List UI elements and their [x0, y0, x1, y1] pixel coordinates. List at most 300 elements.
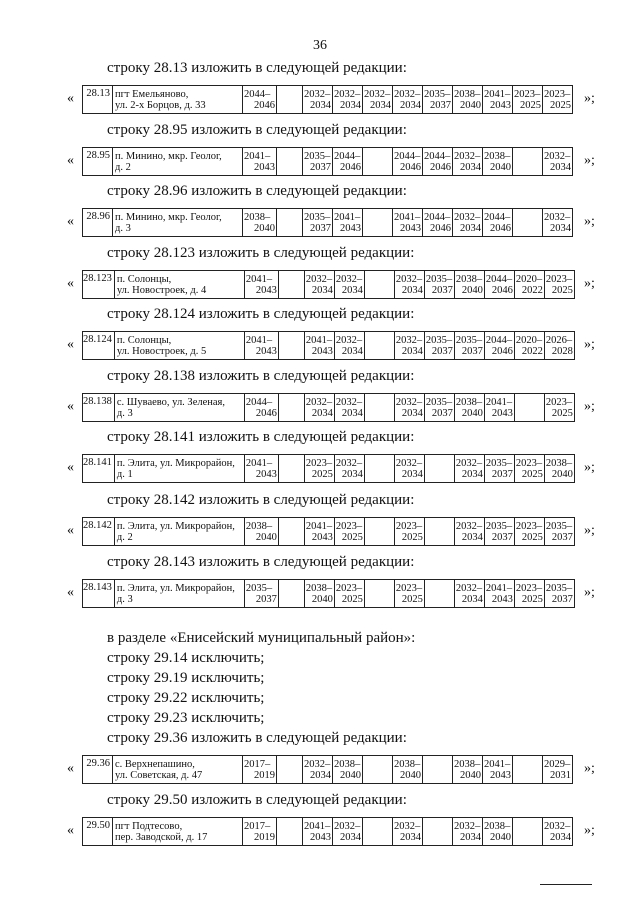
year-start: 2023–: [544, 88, 571, 100]
year-range-cell: [304, 580, 334, 608]
year-range-cell: [513, 209, 543, 237]
year-start: 2038–: [334, 758, 361, 770]
row-number: 28.143: [83, 580, 115, 608]
year-range-cell: [423, 818, 453, 846]
year-range-cell: [514, 455, 544, 483]
quote-open: «: [67, 153, 74, 168]
year-range-cell: [394, 332, 424, 360]
year-end: 2019: [254, 769, 275, 781]
year-range-cell: [393, 209, 423, 237]
year-start: 2041–: [485, 582, 513, 594]
year-start: 2044–: [334, 150, 361, 162]
year-end: 2034: [341, 345, 363, 357]
year-end: 2037: [551, 593, 573, 605]
year-end: 2043: [311, 345, 333, 357]
year-range-cell: [303, 86, 333, 114]
address-cell: [113, 818, 243, 846]
year-start: 2038–: [305, 582, 333, 594]
row-number: 28.96: [83, 209, 113, 237]
quote-close: »;: [584, 523, 595, 538]
year-start: 2041–: [484, 88, 511, 100]
year-start: 2023–: [515, 457, 543, 469]
year-start: 2044–: [244, 88, 271, 100]
quote-close: »;: [584, 460, 595, 475]
year-range-cell: [244, 455, 278, 483]
year-end: 2046: [255, 407, 277, 419]
address-line-1: с. Шуваево, ул. Зеленая,: [116, 396, 225, 408]
year-end: 2040: [400, 769, 421, 781]
year-range-cell: [333, 86, 363, 114]
amendment-row-table: [82, 817, 573, 846]
address-line-1: п. Элита, ул. Микрорайон,: [116, 520, 235, 532]
year-start: 2035–: [304, 211, 331, 223]
year-range-cell: [423, 756, 453, 784]
year-end: 2046: [491, 345, 513, 357]
year-start: 2038–: [244, 211, 271, 223]
year-range-cell: [483, 86, 513, 114]
year-start: 2038–: [454, 88, 481, 100]
address-cell: [114, 271, 244, 299]
year-end: 2037: [430, 99, 451, 111]
year-range-cell: [454, 394, 484, 422]
year-end: 2025: [341, 593, 363, 605]
year-range-cell: [453, 818, 483, 846]
year-start: 2035–: [425, 396, 453, 408]
year-end: 2043: [254, 161, 275, 173]
year-range-cell: [303, 756, 333, 784]
year-range-cell: [544, 518, 574, 546]
amendment-row-table: [82, 331, 575, 360]
year-range-cell: [544, 394, 574, 422]
quote-open: «: [67, 399, 74, 414]
year-start: 2032–: [334, 88, 361, 100]
year-range-cell: [513, 86, 543, 114]
address-line-2: ул. Новостроек, д. 5: [116, 345, 207, 357]
year-range-cell: [394, 580, 424, 608]
year-end: 2034: [340, 831, 361, 843]
year-start: 2038–: [484, 150, 511, 162]
year-start: 2032–: [544, 150, 571, 162]
year-range-cell: [483, 818, 513, 846]
row-number: 28.95: [83, 148, 113, 176]
address-cell: [114, 518, 244, 546]
year-start: 2029–: [544, 758, 571, 770]
year-end: 2043: [255, 284, 277, 296]
year-start: 2020–: [515, 334, 543, 346]
year-range-cell: [364, 394, 394, 422]
year-start: 2041–: [484, 758, 511, 770]
page-number: 36: [313, 38, 327, 53]
year-start: 2020–: [515, 273, 543, 285]
year-end: 2034: [310, 99, 331, 111]
year-end: 2040: [490, 831, 511, 843]
quote-open: «: [67, 214, 74, 229]
year-start: 2035–: [425, 273, 453, 285]
section-heading: строку 28.96 изложить в следующей редакции:: [107, 183, 407, 199]
year-start: 2032–: [364, 88, 391, 100]
quote-open: «: [67, 523, 74, 538]
row-number: 28.123: [83, 271, 115, 299]
year-start: 2041–: [244, 150, 271, 162]
year-start: 2032–: [455, 457, 483, 469]
address-cell: [114, 332, 244, 360]
year-range-cell: [334, 580, 364, 608]
year-range-cell: [424, 394, 454, 422]
instruction-line: в разделе «Енисейский муниципальный район»:: [107, 630, 416, 646]
year-start: 2041–: [394, 211, 421, 223]
amendment-row-table: [82, 208, 573, 237]
year-range-cell: [244, 518, 278, 546]
year-range-cell: [333, 818, 363, 846]
year-range-cell: [334, 518, 364, 546]
year-range-cell: [333, 209, 363, 237]
quote-close: »;: [584, 153, 595, 168]
year-range-cell: [393, 756, 423, 784]
address-line-2: д. 1: [116, 468, 133, 480]
year-end: 2046: [430, 161, 451, 173]
year-end: 2028: [551, 345, 573, 357]
year-range-cell: [423, 209, 453, 237]
year-start: 2038–: [245, 520, 273, 532]
year-range-cell: [543, 148, 573, 176]
row-number: 28.142: [83, 518, 115, 546]
address-line-1: п. Минино, мкр. Геолог,: [115, 150, 222, 162]
year-range-cell: [514, 580, 544, 608]
year-end: 2037: [491, 468, 513, 480]
year-range-cell: [394, 271, 424, 299]
year-start: 2032–: [394, 88, 421, 100]
year-range-cell: [514, 518, 544, 546]
year-end: 2034: [341, 407, 363, 419]
year-end: 2025: [341, 531, 363, 543]
year-end: 2019: [254, 831, 275, 843]
year-range-cell: [424, 455, 454, 483]
address-line-2: д. 2: [116, 531, 133, 543]
year-range-cell: [484, 580, 514, 608]
year-start: 2041–: [245, 273, 273, 285]
year-range-cell: [244, 271, 278, 299]
year-end: 2034: [461, 593, 483, 605]
year-end: 2043: [491, 593, 513, 605]
year-range-cell: [543, 818, 573, 846]
year-start: 2032–: [395, 334, 423, 346]
year-end: 2037: [431, 407, 453, 419]
section-heading: строку 28.13 изложить в следующей редакции:: [107, 60, 407, 76]
year-range-cell: [454, 580, 484, 608]
year-start: 2032–: [335, 334, 363, 346]
year-end: 2025: [521, 593, 543, 605]
year-start: 2032–: [454, 150, 481, 162]
address-line-2: д. 2: [115, 161, 131, 173]
year-end: 2025: [521, 531, 543, 543]
year-range-cell: [244, 332, 278, 360]
year-range-cell: [454, 518, 484, 546]
quote-open: «: [67, 460, 74, 475]
year-end: 2037: [255, 593, 277, 605]
year-start: 2032–: [544, 211, 571, 223]
year-range-cell: [543, 756, 573, 784]
address-line-2: ул. Новостроек, д. 4: [116, 284, 207, 296]
year-range-cell: [278, 518, 304, 546]
year-range-cell: [244, 394, 278, 422]
year-range-cell: [243, 209, 277, 237]
address-line-1: п. Элита, ул. Микрорайон,: [116, 457, 235, 469]
year-end: 2022: [521, 345, 543, 357]
year-range-cell: [278, 580, 304, 608]
year-start: 2032–: [454, 820, 481, 832]
year-start: 2023–: [515, 582, 543, 594]
year-end: 2043: [310, 831, 331, 843]
year-range-cell: [453, 86, 483, 114]
year-start: 2032–: [454, 211, 481, 223]
instruction-line: строку 29.22 исключить;: [107, 690, 265, 706]
year-end: 2034: [401, 345, 423, 357]
year-end: 2043: [340, 222, 361, 234]
row-number: 29.36: [83, 756, 113, 784]
year-end: 2040: [255, 531, 277, 543]
year-end: 2025: [311, 468, 333, 480]
year-start: 2041–: [305, 520, 333, 532]
year-end: 2043: [255, 345, 277, 357]
year-end: 2037: [461, 345, 483, 357]
section-heading: строку 28.141 изложить в следующей редакции:: [107, 429, 415, 445]
address-cell: [114, 394, 244, 422]
year-end: 2034: [550, 161, 571, 173]
year-range-cell: [484, 518, 514, 546]
row-number: 29.50: [83, 818, 113, 846]
year-end: 2034: [550, 222, 571, 234]
section-heading: строку 28.138 изложить в следующей редакции:: [107, 368, 415, 384]
year-end: 2034: [401, 284, 423, 296]
year-end: 2046: [340, 161, 361, 173]
instruction-line: строку 29.23 исключить;: [107, 710, 265, 726]
section-heading: строку 29.50 изложить в следующей редакции:: [107, 792, 407, 808]
year-range-cell: [277, 756, 303, 784]
address-line-2: ул. 2-х Борцов, д. 33: [115, 99, 206, 111]
year-start: 2035–: [545, 582, 573, 594]
year-end: 2034: [310, 769, 331, 781]
year-end: 2037: [431, 284, 453, 296]
quote-close: »;: [584, 399, 595, 414]
year-range-cell: [423, 86, 453, 114]
address-cell: [114, 580, 244, 608]
year-range-cell: [304, 455, 334, 483]
quote-close: »;: [584, 91, 595, 106]
year-start: 2032–: [304, 88, 331, 100]
year-end: 2034: [401, 468, 423, 480]
year-end: 2034: [460, 831, 481, 843]
section-heading: строку 28.123 изложить в следующей редакции:: [107, 245, 415, 261]
row-number: 28.141: [83, 455, 115, 483]
year-range-cell: [243, 86, 277, 114]
amendment-row-table: [82, 147, 573, 176]
year-range-cell: [484, 455, 514, 483]
year-range-cell: [244, 580, 278, 608]
year-start: 2023–: [515, 520, 543, 532]
year-range-cell: [277, 148, 303, 176]
year-start: 2023–: [395, 520, 423, 532]
year-start: 2035–: [485, 520, 513, 532]
year-range-cell: [484, 394, 514, 422]
year-start: 2032–: [544, 820, 571, 832]
year-end: 2046: [491, 284, 513, 296]
year-range-cell: [303, 209, 333, 237]
year-range-cell: [453, 756, 483, 784]
year-range-cell: [303, 818, 333, 846]
year-end: 2037: [431, 345, 453, 357]
year-range-cell: [394, 518, 424, 546]
address-line-2: д. 3: [116, 407, 133, 419]
year-end: 2034: [550, 831, 571, 843]
quote-close: »;: [584, 337, 595, 352]
year-end: 2034: [461, 531, 483, 543]
year-end: 2046: [400, 161, 421, 173]
year-range-cell: [514, 332, 544, 360]
year-range-cell: [277, 818, 303, 846]
year-range-cell: [453, 209, 483, 237]
year-end: 2040: [460, 99, 481, 111]
year-start: 2032–: [455, 582, 483, 594]
year-range-cell: [334, 394, 364, 422]
year-range-cell: [513, 148, 543, 176]
year-start: 2023–: [545, 273, 573, 285]
year-end: 2040: [254, 222, 275, 234]
year-start: 2032–: [334, 820, 361, 832]
year-end: 2040: [490, 161, 511, 173]
year-end: 2034: [311, 284, 333, 296]
year-end: 2034: [400, 831, 421, 843]
year-end: 2037: [491, 531, 513, 543]
year-start: 2035–: [424, 88, 451, 100]
year-end: 2034: [461, 468, 483, 480]
year-range-cell: [243, 818, 277, 846]
year-range-cell: [334, 271, 364, 299]
year-range-cell: [304, 394, 334, 422]
year-range-cell: [543, 209, 573, 237]
year-start: 2038–: [394, 758, 421, 770]
year-range-cell: [304, 518, 334, 546]
address-line-1: п. Элита, ул. Микрорайон,: [116, 582, 235, 594]
address-line-2: ул. Советская, д. 47: [115, 769, 203, 781]
year-range-cell: [423, 148, 453, 176]
year-range-cell: [454, 332, 484, 360]
year-start: 2035–: [485, 457, 513, 469]
quote-open: «: [67, 91, 74, 106]
year-start: 2032–: [455, 520, 483, 532]
year-start: 2038–: [455, 396, 483, 408]
year-start: 2023–: [335, 520, 363, 532]
year-end: 2025: [401, 531, 423, 543]
address-line-2: д. 3: [115, 222, 131, 234]
address-line-1: пгт Емельяново,: [115, 88, 189, 100]
year-range-cell: [544, 580, 574, 608]
year-start: 2023–: [335, 582, 363, 594]
year-start: 2023–: [545, 396, 573, 408]
address-line-1: пгт Подтесово,: [115, 820, 183, 832]
year-start: 2035–: [245, 582, 273, 594]
quote-open: «: [67, 337, 74, 352]
year-start: 2023–: [395, 582, 423, 594]
year-range-cell: [333, 756, 363, 784]
year-range-cell: [483, 148, 513, 176]
year-start: 2038–: [455, 273, 483, 285]
amendment-row-table: [82, 454, 575, 483]
year-range-cell: [364, 580, 394, 608]
year-range-cell: [514, 394, 544, 422]
year-start: 2032–: [305, 396, 333, 408]
year-range-cell: [483, 756, 513, 784]
year-start: 2044–: [485, 273, 513, 285]
year-range-cell: [278, 455, 304, 483]
year-start: 2041–: [245, 334, 273, 346]
year-start: 2032–: [395, 396, 423, 408]
amendment-row-table: [82, 755, 573, 784]
section-heading: строку 28.124 изложить в следующей редакции:: [107, 306, 415, 322]
address-cell: [113, 756, 243, 784]
row-number: 28.13: [83, 86, 113, 114]
quote-close: »;: [584, 214, 595, 229]
amendment-row-table: [82, 579, 575, 608]
quote-open: «: [67, 585, 74, 600]
year-range-cell: [278, 394, 304, 422]
amendment-row-table: [82, 517, 575, 546]
year-end: 2040: [461, 284, 483, 296]
instruction-line: строку 29.36 изложить в следующей редакции:: [107, 730, 407, 746]
year-range-cell: [484, 271, 514, 299]
year-end: 2031: [550, 769, 571, 781]
year-range-cell: [304, 271, 334, 299]
year-end: 2034: [460, 161, 481, 173]
year-end: 2025: [521, 468, 543, 480]
year-end: 2043: [255, 468, 277, 480]
year-range-cell: [544, 332, 574, 360]
year-range-cell: [363, 148, 393, 176]
year-end: 2034: [460, 222, 481, 234]
year-range-cell: [333, 148, 363, 176]
year-range-cell: [278, 332, 304, 360]
year-range-cell: [424, 518, 454, 546]
year-range-cell: [277, 86, 303, 114]
quote-close: »;: [584, 823, 595, 838]
year-end: 2037: [551, 531, 573, 543]
year-start: 2032–: [305, 273, 333, 285]
year-end: 2034: [400, 99, 421, 111]
year-range-cell: [363, 756, 393, 784]
row-number: 28.124: [83, 332, 115, 360]
year-range-cell: [363, 818, 393, 846]
year-end: 2037: [310, 161, 331, 173]
year-range-cell: [278, 271, 304, 299]
year-range-cell: [334, 455, 364, 483]
year-range-cell: [364, 271, 394, 299]
year-end: 2043: [400, 222, 421, 234]
year-end: 2034: [341, 468, 363, 480]
year-end: 2043: [311, 531, 333, 543]
address-cell: [114, 455, 244, 483]
year-start: 2038–: [545, 457, 573, 469]
quote-open: «: [67, 761, 74, 776]
year-end: 2025: [551, 407, 573, 419]
year-end: 2043: [490, 769, 511, 781]
year-end: 2046: [430, 222, 451, 234]
address-line-1: п. Солонцы,: [116, 334, 172, 346]
address-cell: [113, 86, 243, 114]
year-end: 2043: [490, 99, 511, 111]
year-start: 2035–: [425, 334, 453, 346]
year-start: 2035–: [545, 520, 573, 532]
year-start: 2032–: [335, 273, 363, 285]
year-end: 2040: [460, 769, 481, 781]
